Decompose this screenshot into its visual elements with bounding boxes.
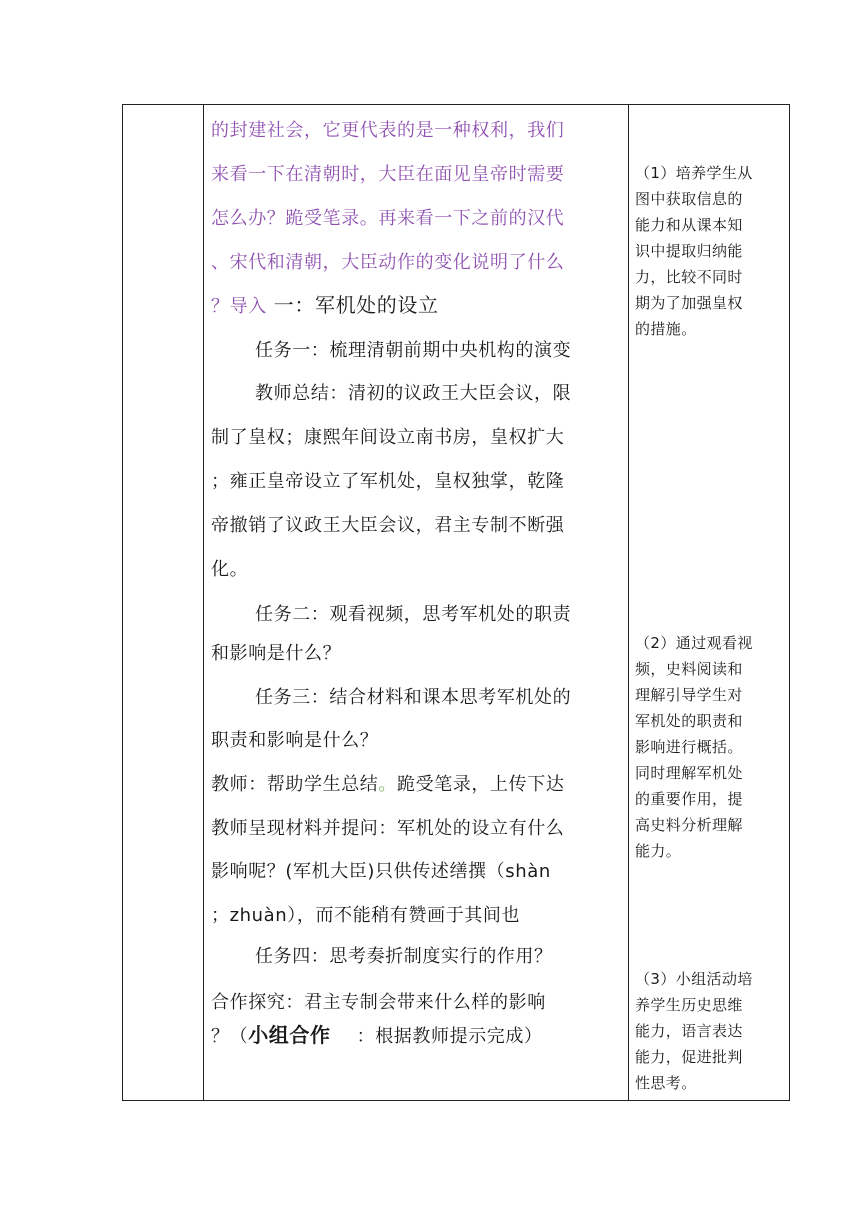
- note3-line: 能力，语言表达: [635, 1022, 743, 1040]
- note2-line: 军机处的职责和: [635, 712, 743, 730]
- teacher-help-dot: 。: [378, 774, 398, 795]
- note1-line: 图中获取信息的: [635, 190, 743, 208]
- note2-line: 影响进行概括。: [635, 738, 743, 756]
- material-line: 影响呢？(军机大臣)只供传述缮撰（shàn: [211, 861, 551, 882]
- teacher-help-rest: 跪受笔录，上传下达: [397, 774, 565, 795]
- lesson-plan-table: [122, 104, 790, 1101]
- note2-line: 理解引导学生对: [635, 686, 743, 704]
- note3-line: 性思考。: [635, 1074, 697, 1092]
- note1-line: 力，比较不同时: [635, 268, 743, 286]
- note1-line: （1）培养学生从: [635, 164, 753, 182]
- task3-line: 任务三：结合材料和课本思考军机处的: [255, 687, 572, 708]
- note1-line: 识中提取归纳能: [635, 242, 743, 260]
- intro-line: 来看一下在清朝时，大臣在面见皇帝时需要: [211, 164, 565, 185]
- note2-line: 的重要作用，提: [635, 790, 743, 808]
- note2-line: （2）通过观看视: [635, 634, 753, 652]
- material-line: ；zhuàn），而不能稍有赞画于其间也: [211, 905, 521, 926]
- task1-title: 任务一：梳理清朝前期中央机构的演变: [255, 340, 572, 361]
- note3-line: 能力，促进批判: [635, 1048, 743, 1066]
- intro-line: 、宋代和清朝，大臣动作的变化说明了什么: [211, 252, 565, 273]
- note2-line: 高史料分析理解: [635, 816, 743, 834]
- note3-line: 养学生历史思维: [635, 996, 743, 1014]
- coop-bold: 小组合作: [248, 1023, 331, 1047]
- summary-line: ；雍正皇帝设立了军机处，皇权独掌，乾隆: [211, 471, 565, 492]
- note2-line: 同时理解军机处: [635, 764, 743, 782]
- section-title: 一：军机处的设立: [266, 293, 439, 317]
- note3-line: （3）小组活动培: [635, 970, 753, 988]
- note1-line: 期为了加强皇权: [635, 294, 743, 312]
- section-heading: [211, 293, 439, 319]
- coop-line: 合作探究：君主专制会带来什么样的影响: [211, 992, 546, 1013]
- coop-prefix: ？（: [211, 1026, 249, 1047]
- note2-line: 能力。: [635, 842, 682, 860]
- intro-line: 的封建社会，它更代表的是一种权利，我们: [211, 120, 565, 141]
- note1-line: 的措施。: [635, 320, 697, 338]
- column-divider-2: [628, 105, 629, 1100]
- summary-line: 化。: [211, 559, 249, 580]
- task2-line: 和影响是什么？: [211, 643, 342, 664]
- intro-prefix: ？导入: [211, 296, 267, 317]
- summary-line: 制了皇权；康熙年间设立南书房，皇权扩大: [211, 427, 565, 448]
- coop-rest: ：根据教师提示完成）: [356, 1026, 543, 1047]
- task2-line: 任务二：观看视频，思考军机处的职责: [255, 604, 572, 625]
- teacher-help-text: 教师：帮助学生总结: [211, 774, 379, 795]
- summary-line: 帝撤销了议政王大臣会议，君主专制不断强: [211, 515, 565, 536]
- coop-line: [211, 1023, 543, 1049]
- intro-line: 怎么办？跪受笔录。再来看一下之前的汉代: [211, 208, 565, 229]
- note2-line: 频，史料阅读和: [635, 660, 743, 678]
- summary-line: 教师总结：清初的议政王大臣会议，限: [255, 383, 572, 404]
- note1-line: 能力和从课本知: [635, 216, 743, 234]
- teacher-help-line: [211, 773, 564, 797]
- column-divider-1: [203, 105, 204, 1100]
- task3-line: 职责和影响是什么？: [211, 730, 379, 751]
- material-line: 教师呈现材料并提问：军机处的设立有什么: [211, 818, 565, 839]
- task4-title: 任务四：思考奏折制度实行的作用？: [255, 946, 553, 967]
